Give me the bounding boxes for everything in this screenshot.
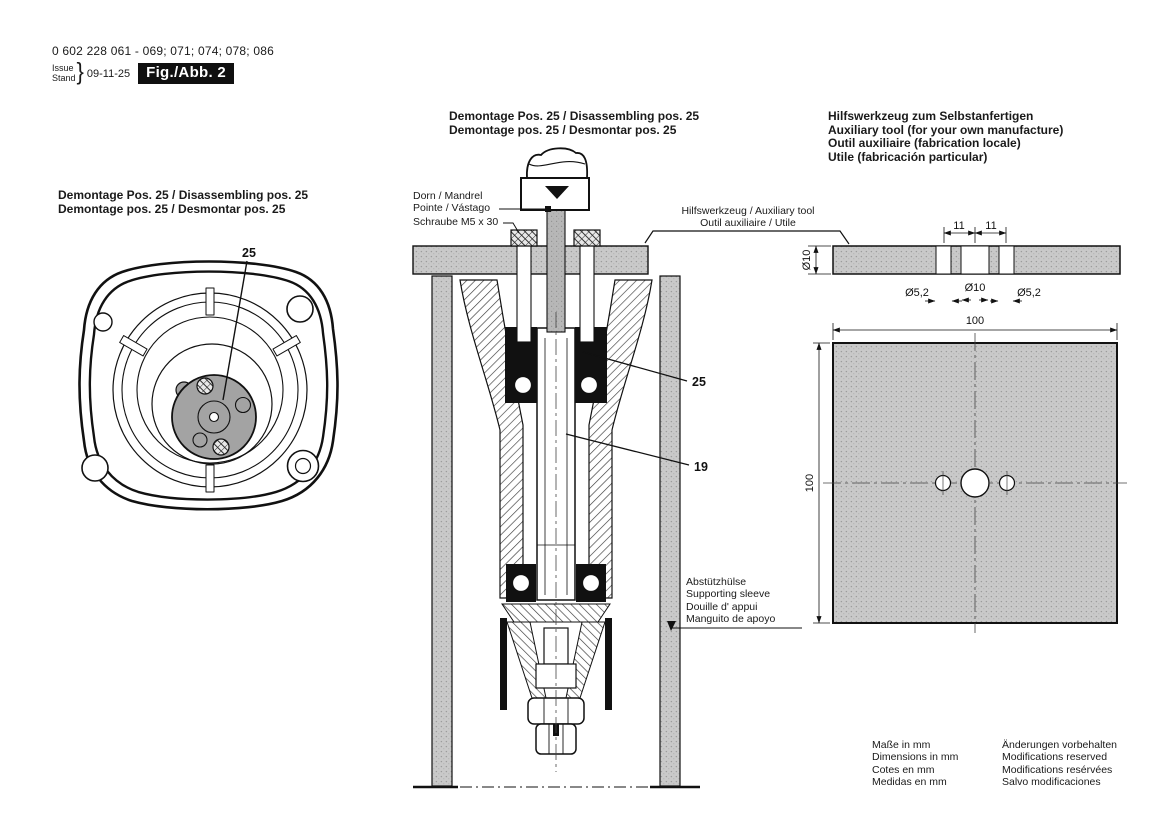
disc-hole-1	[236, 398, 251, 413]
screw-label: Schraube M5 x 30	[413, 216, 499, 228]
sleeve-label-line2: Supporting sleeve	[686, 588, 771, 601]
footer-notice	[1002, 739, 1117, 789]
hole-slot-center	[961, 246, 989, 274]
right-caption-line2: Auxiliary tool (for your own manufacture)	[828, 122, 1064, 137]
dim-width-label: 100	[965, 315, 985, 327]
supporting-sleeve-right	[660, 276, 680, 786]
right-caption	[828, 110, 1063, 164]
footer-notice-line2: Modifications reserved	[1002, 751, 1108, 764]
footer-units-line3: Cotes en mm	[872, 763, 935, 776]
screw-shaft-left	[517, 246, 531, 342]
dim-diameter-arrows	[925, 300, 1022, 301]
flange-top-view	[80, 246, 338, 509]
aux-tool-bracket	[645, 231, 849, 244]
dim-11-right: 11	[985, 220, 997, 232]
mandrel-label	[413, 190, 490, 215]
center-caption	[449, 110, 699, 137]
footer-notice-line3: Modifications resérvées	[1002, 763, 1113, 776]
dim-d52-left: Ø5,2	[905, 287, 929, 299]
dim-thickness-label: Ø10	[801, 249, 813, 271]
bearing-ball	[583, 575, 600, 592]
screw-shaft-right	[580, 246, 594, 342]
footer-units-line2: Dimensions in mm	[872, 751, 959, 764]
plate-hole-center	[961, 469, 989, 497]
dim-d10-center: Ø10	[964, 282, 986, 294]
callout-19: 19	[694, 460, 708, 474]
issue-stand-labels	[52, 64, 76, 83]
sleeve-label-line1: Abstützhülse	[686, 576, 747, 588]
center-caption-line2: Demontage pos. 25 / Desmontar pos. 25	[449, 122, 677, 137]
sleeve-strip-right	[605, 618, 612, 710]
right-caption-line3: Outil auxiliaire (fabrication locale)	[828, 136, 1021, 150]
figure-badge: Fig./Abb. 2	[138, 63, 234, 84]
left-callout-25: 25	[242, 246, 256, 260]
sleeve-label-line4: Manguito de apoyo	[686, 613, 776, 626]
issue-date: 09-11-25	[86, 67, 131, 80]
bearing-ball	[581, 377, 598, 394]
part-numbers: 0 602 228 061 - 069; 071; 074; 078; 086	[52, 44, 274, 58]
mandrel-label-line1: Dorn / Mandrel	[413, 190, 483, 202]
hole-slot-left	[936, 246, 951, 274]
disc-center-hole	[210, 413, 219, 422]
disc-screw-1	[197, 378, 213, 394]
brace-glyph: }	[76, 57, 84, 86]
footer-notice-line4: Salvo modificaciones	[1002, 776, 1101, 789]
sleeve-label-line3: Douille d' appui	[686, 600, 758, 613]
footer-units-line4: Medidas en mm	[872, 776, 947, 789]
left-caption	[58, 189, 308, 216]
header	[52, 44, 274, 85]
supporting-sleeve-left	[432, 276, 452, 786]
left-caption-line1: Demontage Pos. 25 / Disassembling pos. 25	[58, 188, 309, 202]
bearing-ball	[513, 575, 530, 592]
issue-label: Issue	[52, 63, 74, 73]
callout-25: 25	[692, 375, 706, 389]
left-caption-line2: Demontage pos. 25 / Desmontar pos. 25	[58, 201, 286, 216]
screw-head-right	[574, 230, 600, 246]
sleeve-label	[686, 576, 775, 626]
center-caption-line1: Demontage Pos. 25 / Disassembling pos. 25	[449, 109, 700, 123]
aux-tool-front-view	[804, 315, 1127, 633]
aux-tool-label	[648, 205, 848, 230]
bearing-ball	[515, 377, 532, 394]
right-caption-line4: Utile (fabricación particular)	[828, 149, 988, 164]
right-caption-line1: Hilfswerkzeug zum Selbstanfertigen	[828, 109, 1034, 123]
dim-height-label: 100	[804, 473, 816, 493]
aux-tool-side-view	[801, 220, 1120, 301]
footer-notice-line1: Änderungen vorbehalten	[1002, 739, 1118, 751]
mandrel-label-line2: Pointe / Vástago	[413, 202, 491, 215]
mandrel-leader-dot	[545, 206, 551, 212]
disc-hole-2	[193, 433, 207, 447]
dim-d52-right: Ø5,2	[1017, 287, 1041, 299]
aux-tool-label-line2: Outil auxiliaire / Utile	[700, 217, 796, 230]
footer-units-line1: Maße in mm	[872, 739, 931, 751]
hole-slot-right	[999, 246, 1014, 274]
sleeve-strip-left	[500, 618, 507, 710]
dim-11-left: 11	[953, 220, 965, 232]
aux-tool-label-line1: Hilfswerkzeug / Auxiliary tool	[681, 205, 815, 217]
cross-section-view	[413, 148, 849, 787]
footer-units	[872, 739, 958, 789]
stand-label: Stand	[52, 72, 76, 83]
screw-head-left	[511, 230, 537, 246]
disc-screw-2	[213, 439, 229, 455]
